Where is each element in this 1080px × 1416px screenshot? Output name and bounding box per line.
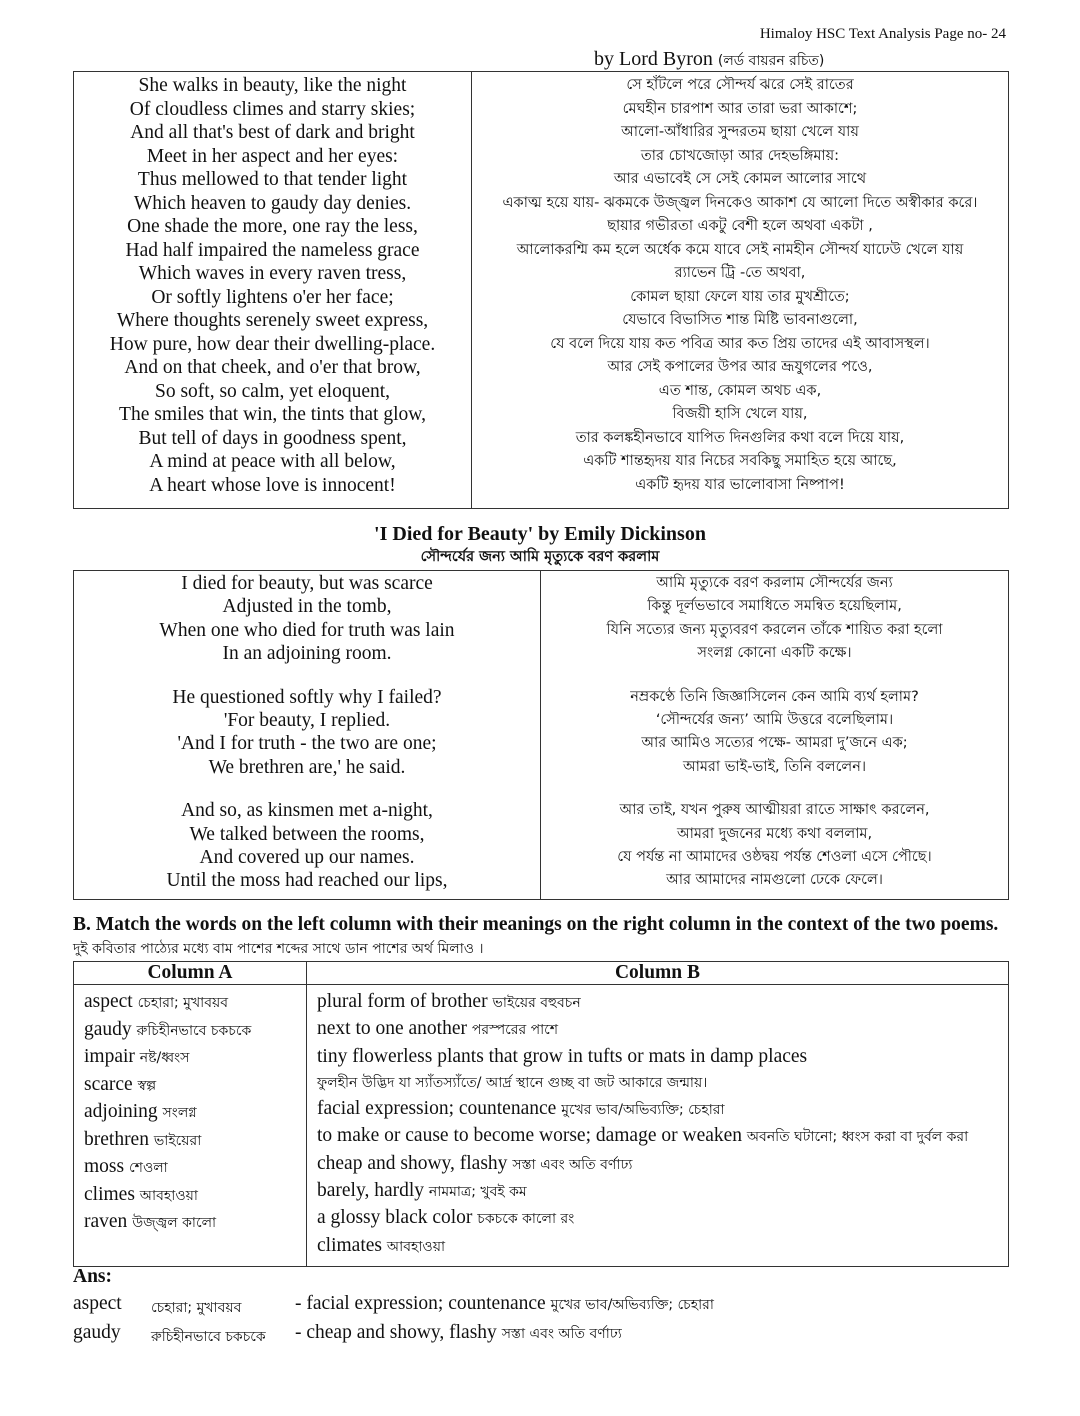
stanza-gap bbox=[74, 665, 540, 686]
section-b-instruction bbox=[73, 913, 1009, 961]
column-b-item bbox=[317, 1205, 1008, 1232]
word-bn: চেহারা; মুখাবয়ব bbox=[137, 995, 229, 1011]
poem-line: But tell of days in goodness spent, bbox=[138, 427, 407, 449]
word-en: scarce bbox=[84, 1073, 133, 1095]
poem-line: And covered up our names. bbox=[199, 846, 415, 868]
poem-line-bn: এত শান্ত, কোমল অথচ এক, bbox=[658, 382, 822, 399]
poem-line-bn: একটি শান্তহৃদয় যার নিচের সবকিছু সমাহিত হয়ে আছে, bbox=[583, 453, 897, 469]
poem-line: And on that cheek, and o'er that brow, bbox=[124, 357, 421, 378]
column-b-item bbox=[317, 1151, 1008, 1178]
poem-line-bn: একাত্ম হয়ে যায়- ঝকমকে উজ্জ্বল দিনকেও আকাশ যে আলো দিতে অস্বীকার করে। bbox=[502, 194, 978, 211]
word-bn: স্বল্প bbox=[137, 1077, 157, 1094]
byline-en: by Lord Byron bbox=[594, 48, 713, 70]
column-a-item bbox=[84, 1072, 306, 1100]
dickinson-bangla-column bbox=[541, 571, 1009, 900]
word-en: adjoining bbox=[84, 1101, 158, 1122]
poem-line: How pure, how dear their dwelling-place. bbox=[109, 333, 436, 355]
word-bn: আবহাওয়া bbox=[139, 1187, 198, 1204]
word-bn: সংলগ্ন bbox=[162, 1105, 197, 1121]
column-b-item bbox=[317, 1178, 1008, 1205]
poem-line: Thus mellowed to that tender light bbox=[137, 169, 408, 190]
meaning-en: tiny flowerless plants that grow in tufts or mats in damp places bbox=[317, 1045, 808, 1067]
word-bn: নষ্ট/ধ্বংস bbox=[139, 1050, 190, 1066]
poem-line-bn: আর এভাবেই সে সেই কোমল আলোর সাথে bbox=[613, 171, 867, 187]
poem-line-bn: আমরা দুজনের মধ্যে কথা বললাম, bbox=[676, 825, 873, 842]
poem-line-bn: আলোকরশ্মি কম হলে অর্ধেক কমে যাবে সেই নামহীন সৌন্দর্য যাঢেউ খেলে যায় bbox=[516, 241, 964, 258]
poem-line: Adjusted in the tomb, bbox=[222, 596, 392, 618]
word-en: raven bbox=[84, 1211, 128, 1232]
word-en: moss bbox=[84, 1156, 125, 1177]
poem-line-bn: তার কলঙ্কহীনভাবে যাপিত দিনগুলির কথা বলে দিয়ে যায়, bbox=[575, 429, 905, 446]
column-b-item bbox=[317, 1123, 1008, 1150]
column-b-cell bbox=[307, 985, 1009, 1267]
poem-line: We brethren are,' he said. bbox=[208, 756, 406, 778]
poem-line-bn: আমরা ভাই-ভাই, তিনি বললেন। bbox=[682, 758, 867, 775]
word-en: climes bbox=[84, 1183, 135, 1205]
meaning-bn: আবহাওয়া bbox=[386, 1238, 446, 1255]
column-a-item bbox=[84, 1127, 306, 1155]
poem-line-bn: একটি হৃদয় যার ভালোবাসা নিষ্পাপ! bbox=[635, 476, 845, 493]
poem-line-bn: নম্রকণ্ঠে তিনি জিজ্ঞাসিলেন কেন আমি ব্যর্থ হলাম? bbox=[630, 688, 919, 705]
poem-line: Or softly lightens o'er her face; bbox=[151, 286, 394, 308]
column-a-item bbox=[84, 1154, 306, 1182]
match-table bbox=[73, 961, 1009, 1267]
meaning-en: a glossy black color bbox=[317, 1207, 473, 1229]
answer-meaning-bn: সস্তা এবং অতি বর্ণাঢ্য bbox=[501, 1326, 622, 1342]
dickinson-subtitle: সৌন্দর্যের জন্য আমি মৃত্যুকে বরণ করলাম bbox=[420, 549, 660, 565]
poem-line: 'For beauty, I replied. bbox=[223, 709, 391, 731]
poem-line: In an adjoining room. bbox=[222, 642, 392, 664]
poem-line-bn: আর আমাদের নামগুলো ঢেকে ফেলে। bbox=[666, 872, 883, 889]
poem-line: I died for beauty, but was scarce bbox=[181, 573, 433, 594]
column-b-item bbox=[317, 1016, 1008, 1043]
poem-line-bn: যে পর্যন্ত না আমাদের ওষ্ঠদ্বয় পর্যন্ত শেওলা এসে পৌছে। bbox=[617, 848, 932, 865]
word-en: brethren bbox=[84, 1128, 149, 1150]
column-a-item bbox=[84, 989, 306, 1017]
answer-word: gaudy bbox=[73, 1322, 121, 1343]
poem-line: 'And I for truth - the two are one; bbox=[177, 733, 437, 755]
word-bn: রুচিহীনভাবে চকচকে bbox=[136, 1022, 252, 1039]
poem-line-bn: র‍্যাভেন ট্রি -তে অথবা, bbox=[674, 265, 806, 281]
poem-line-bn: সে হাঁটলে পরে সৌন্দর্য ঝরে সেই রাতের bbox=[626, 77, 854, 93]
poem-line-bn: বিজয়ী হাসি খেলে যায়, bbox=[672, 406, 808, 422]
poem-line-bn: আমি মৃত্যুকে বরণ করলাম সৌন্দর্যের জন্য bbox=[656, 575, 893, 591]
meaning-bn: সস্তা এবং অতি বর্ণাঢ্য bbox=[512, 1156, 633, 1173]
poem-line: She walks in beauty, like the night bbox=[138, 75, 407, 96]
column-a-header: Column A bbox=[74, 962, 307, 985]
stanza-gap bbox=[74, 779, 540, 800]
poem-line-bn: কিন্তু দূর্লভভাবে সমাধিতে সমন্বিত হয়েছিলাম, bbox=[647, 598, 902, 615]
answer-word: aspect bbox=[73, 1293, 122, 1314]
poem-line: The smiles that win, the tints that glow, bbox=[119, 404, 426, 425]
poem-line: Until the moss had reached our lips, bbox=[166, 870, 448, 892]
byron-poem-table bbox=[73, 71, 1009, 509]
word-bn: শেওলা bbox=[128, 1160, 168, 1176]
poem-line: Where thoughts serenely sweet express, bbox=[116, 310, 429, 331]
answer-meaning-en: - cheap and showy, flashy bbox=[295, 1322, 497, 1343]
poem-line: We talked between the rooms, bbox=[189, 823, 425, 845]
poem-line: So soft, so calm, yet eloquent, bbox=[154, 380, 391, 402]
column-b-item bbox=[317, 989, 1008, 1016]
meaning-en: climates bbox=[317, 1234, 382, 1256]
poem-line: And all that's best of dark and bright bbox=[130, 122, 415, 143]
word-en: aspect bbox=[84, 991, 133, 1012]
poem-line-bn: যেভাবে বিভাসিত শান্ত মিষ্টি ভাবনাগুলো, bbox=[622, 312, 858, 328]
meaning-en: barely, hardly bbox=[317, 1180, 425, 1202]
poem-line: A mind at peace with all below, bbox=[149, 451, 396, 472]
page-header: Himaloy HSC Text Analysis Page no- 24 bbox=[759, 26, 1006, 42]
poem-line-bn: ‘সৌন্দর্যের জন্য’ আমি উত্তরে বলেছিলাম। bbox=[655, 711, 894, 728]
poem-line: Had half impaired the nameless grace bbox=[125, 239, 420, 261]
answers-label: Ans: bbox=[73, 1266, 113, 1287]
poem-line-bn: যে বলে দিয়ে যায় কত পবিত্র আর কত প্রিয় তাদের এই আবাসস্থল। bbox=[550, 335, 930, 352]
poem-line-bn: আর তাই, যখন পুরুষ আত্মীয়রা রাতে সাক্ষাৎ করলেন, bbox=[619, 802, 930, 819]
poem-line-bn: মেঘহীন চারপাশ আর তারা ভরা আকাশে; bbox=[622, 100, 858, 117]
poem-line: He questioned softly why I failed? bbox=[172, 686, 442, 708]
answer-meaning bbox=[295, 1293, 714, 1317]
poem-line: A heart whose love is innocent! bbox=[149, 474, 396, 496]
poem-line: When one who died for truth was lain bbox=[159, 619, 455, 641]
word-en: gaudy bbox=[84, 1018, 132, 1040]
column-b-item bbox=[317, 1044, 1008, 1097]
meaning-en: to make or cause to become worse; damage or weaken bbox=[317, 1125, 743, 1147]
column-b-item bbox=[317, 1096, 1008, 1123]
meaning-bn: ভাইয়ের বহুবচন bbox=[492, 995, 581, 1011]
stanza-gap bbox=[541, 665, 1008, 686]
dickinson-english-column bbox=[74, 571, 541, 900]
poem-line: And so, as kinsmen met a-night, bbox=[181, 800, 433, 822]
byline-bn: (লর্ড বায়রন রচিত) bbox=[717, 53, 825, 69]
poem-line-bn: সংলগ্ন কোনো একটি কক্ষে। bbox=[697, 644, 852, 661]
instruction-en: B. Match the words on the left column with their meanings on the right column in the context of the two poems. bbox=[73, 914, 999, 935]
poem-line-bn: কোমল ছায়া ফেলে যায় তার মুখশ্রীতে; bbox=[630, 288, 850, 305]
word-bn: ভাইয়েরা bbox=[153, 1132, 202, 1149]
column-a-item bbox=[84, 1209, 306, 1237]
dickinson-poem-table bbox=[73, 570, 1009, 900]
poem-line-bn: আলো-আঁধারির সুন্দরতম ছায়া খেলে যায় bbox=[621, 124, 859, 140]
poem-line: One shade the more, one ray the less, bbox=[127, 216, 418, 237]
column-a-item bbox=[84, 1017, 306, 1045]
meaning-bn: চকচকে কালো রং bbox=[477, 1211, 575, 1228]
poem-line: Meet in her aspect and her eyes: bbox=[146, 145, 399, 167]
poem-line: Which waves in every raven tress, bbox=[138, 263, 407, 284]
meaning-bn: মুখের ভাব/অভিব্যক্তি; চেহারা bbox=[561, 1102, 725, 1119]
poem-line-bn: যিনি সত্যের জন্য মৃত্যুবরণ করলেন তাঁকে শায়িত করা হলো bbox=[606, 621, 943, 638]
poem-line: Of cloudless climes and starry skies; bbox=[129, 98, 416, 120]
column-a-item bbox=[84, 1182, 306, 1210]
poem-line-bn: আর সেই কপালের উপর আর ভ্রূযুগলের পওে, bbox=[607, 359, 873, 375]
answer-word-bn: রুচিহীনভাবে চকচকে bbox=[151, 1329, 266, 1345]
meaning-en: plural form of brother bbox=[317, 991, 488, 1012]
dickinson-title: 'I Died for Beauty' by Emily Dickinson bbox=[374, 523, 706, 545]
answer-meaning bbox=[295, 1322, 622, 1346]
meaning-bn: অবনতি ঘটানো; ধ্বংস করা বা দুর্বল করা bbox=[746, 1129, 969, 1146]
meaning-bn: নামমাত্র; খুবই কম bbox=[428, 1184, 527, 1201]
stanza-gap bbox=[541, 779, 1008, 800]
answer-meaning-bn: মুখের ভাব/অভিব্যক্তি; চেহারা bbox=[550, 1297, 714, 1313]
column-b-item bbox=[317, 1233, 1008, 1260]
column-a-item bbox=[84, 1099, 306, 1127]
column-b-header: Column B bbox=[307, 962, 1009, 985]
meaning-en: next to one another bbox=[317, 1018, 467, 1040]
byron-english-column bbox=[74, 72, 472, 509]
meaning-en: cheap and showy, flashy bbox=[317, 1152, 508, 1174]
poem-line: Which heaven to gaudy day denies. bbox=[133, 192, 412, 214]
word-en: impair bbox=[84, 1046, 135, 1067]
meaning-bn: ফুলহীন উদ্ভিদ যা স্যাঁতস্যাঁতে/ আর্দ্র স্থানে গুচ্ছ বা জট আকারে জন্মায়। bbox=[317, 1074, 708, 1091]
meaning-en: facial expression; countenance bbox=[317, 1098, 557, 1120]
byron-byline bbox=[594, 48, 824, 73]
word-bn: উজ্জ্বল কালো bbox=[132, 1215, 217, 1231]
column-a-item bbox=[84, 1044, 306, 1072]
poem-line-bn: আর আমিও সত্যের পক্ষে- আমরা দু’জনে এক; bbox=[641, 735, 908, 752]
meaning-bn: পরস্পরের পাশে bbox=[471, 1022, 559, 1039]
column-a-cell bbox=[74, 985, 307, 1267]
answer-word-bn: চেহারা; মুখাবয়ব bbox=[151, 1300, 242, 1316]
poem-line-bn: ছায়ার গভীরতা একটু বেশী হলে অথবা একটা , bbox=[607, 218, 873, 234]
answer-meaning-en: - facial expression; countenance bbox=[295, 1293, 546, 1314]
instruction-bn: দুই কবিতার পাঠ্যের মধ্যে বাম পাশের শব্দের সাথে ডান পাশের অর্থ মিলাও । bbox=[73, 941, 484, 957]
byron-bangla-column bbox=[472, 72, 1009, 509]
poem-line-bn: তার চোখজোড়া আর দেহভঙ্গিমায়: bbox=[640, 147, 840, 164]
